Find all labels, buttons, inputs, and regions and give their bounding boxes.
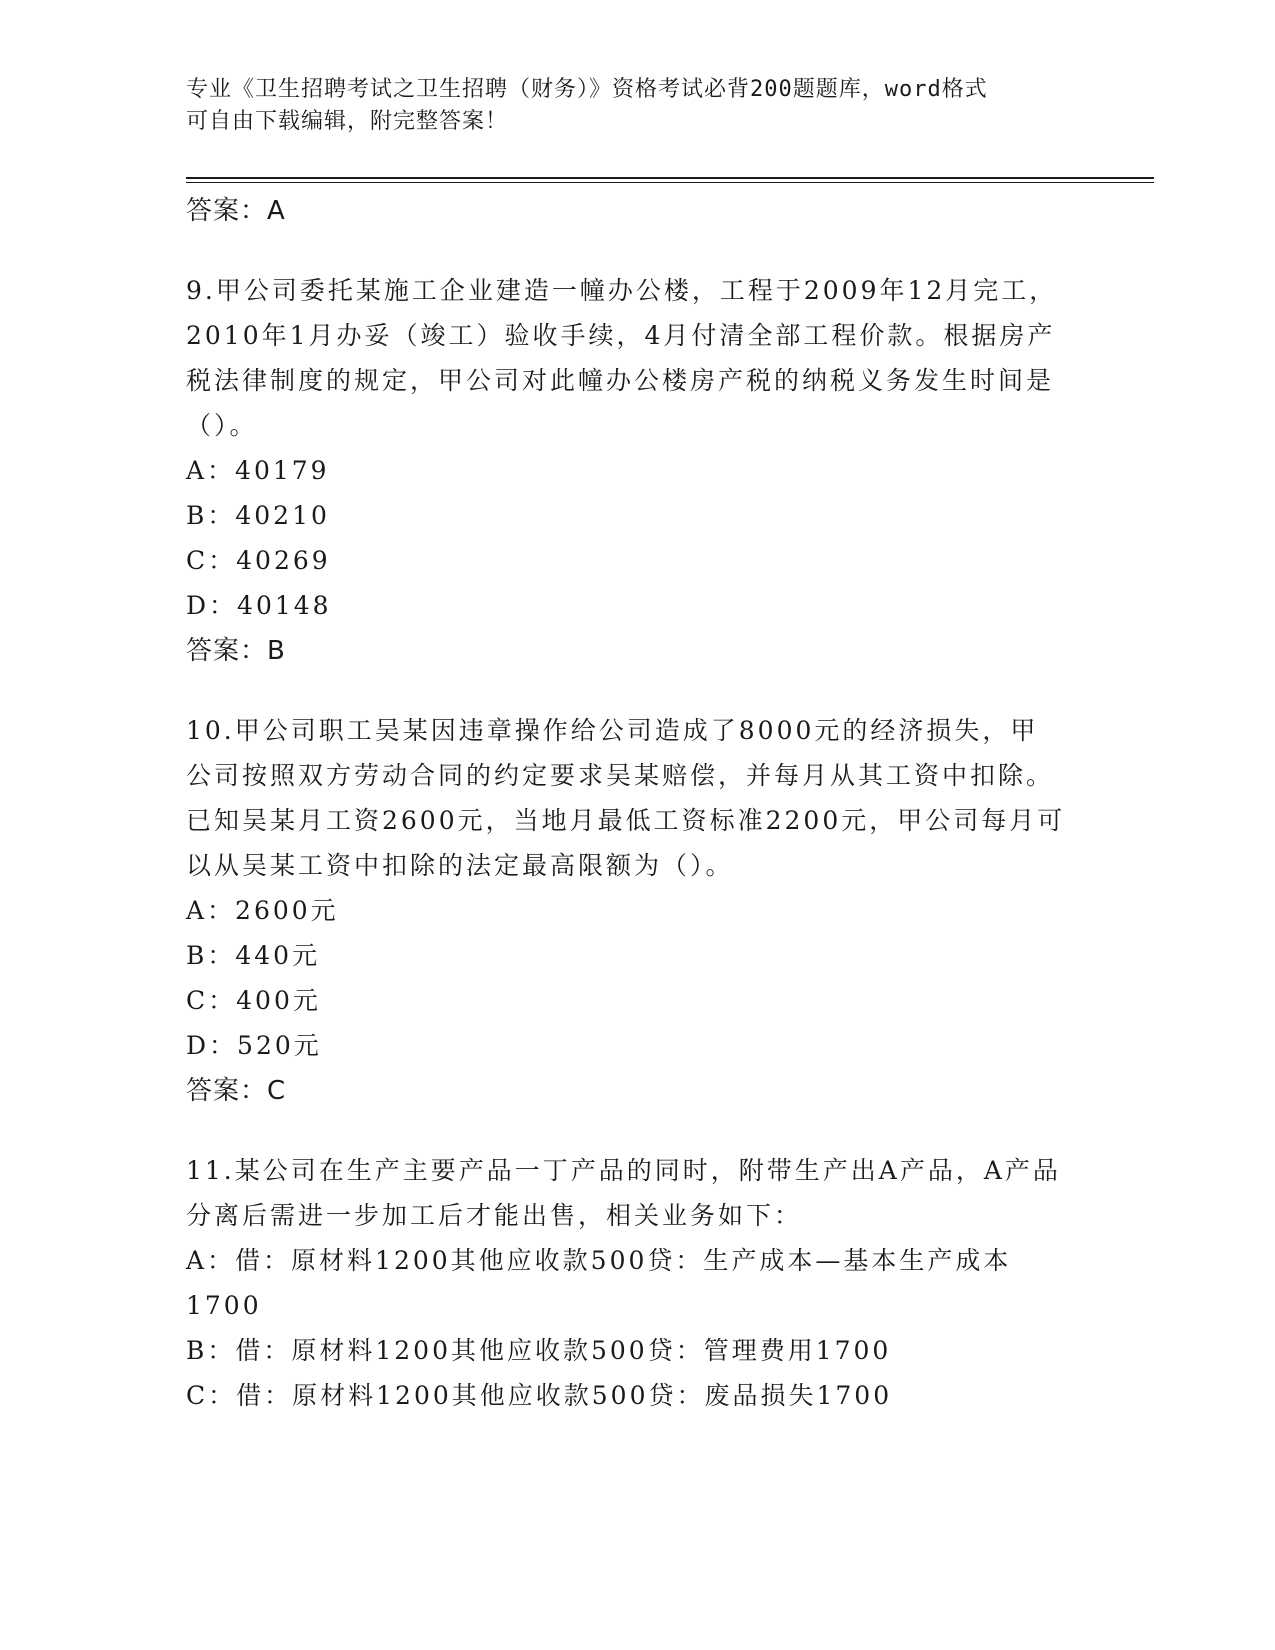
question-stem: 11.某公司在生产主要产品一丁产品的同时，附带生产出A产品，A产品分离后需进一步加工后才能出售，相关业务如下： [186,1156,1061,1230]
question-9 [186,268,1066,674]
option-c: C：40269 [186,546,331,575]
document-header [186,74,1066,138]
option-b: B：440元 [186,941,321,970]
option-d: D：40148 [186,591,332,620]
question-answer: 答案：C [186,1076,287,1106]
document-body [186,188,1066,1418]
option-a: A：2600元 [186,896,339,925]
header-line-2: 可自由下载编辑，附完整答案！ [186,109,509,134]
header-divider-thin [186,182,1154,183]
question-stem: 9.甲公司委托某施工企业建造一幢办公楼，工程于2009年12月完工，2010年1月办妥（竣工）验收手续，4月付清全部工程价款。根据房产税法律制度的规定，甲公司对此幢办公楼房产税的纳税义务发生时间是（）。 [186,276,1058,440]
option-a: A：借：原材料1200其他应收款500贷：生产成本—基本生产成本1700 [186,1246,1012,1320]
question-11 [186,1148,1066,1418]
question-10 [186,708,1066,1114]
option-b: B：40210 [186,501,330,530]
option-d: D：520元 [186,1031,322,1060]
header-divider-thick [186,177,1154,179]
option-c: C：借：原材料1200其他应收款500贷：废品损失1700 [186,1381,893,1410]
option-c: C：400元 [186,986,321,1015]
option-b: B：借：原材料1200其他应收款500贷：管理费用1700 [186,1336,892,1365]
option-a: A：40179 [186,456,330,485]
previous-answer: 答案：A [186,196,286,226]
question-stem: 10.甲公司职工吴某因违章操作给公司造成了8000元的经济损失，甲公司按照双方劳动合同的约定要求吴某赔偿，并每月从其工资中扣除。已知吴某月工资2600元，当地月最低工资标准2200元，甲公司每月可以从吴某工资中扣除的法定最高限额为（）。 [186,716,1066,880]
header-line-1: 专业《卫生招聘考试之卫生招聘（财务）》资格考试必背200题题库，word格式 [186,77,988,102]
question-answer: 答案：B [186,636,286,666]
